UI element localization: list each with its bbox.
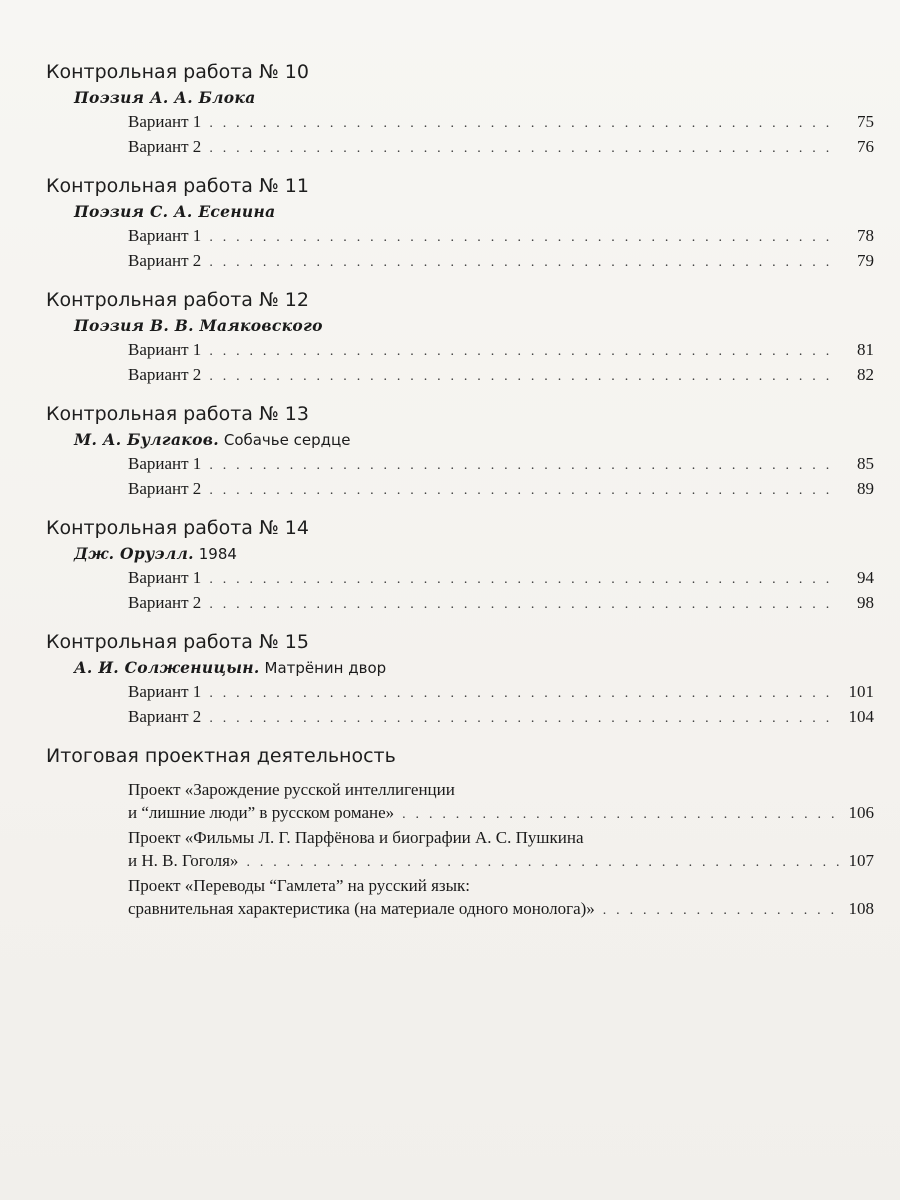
entry-label: Вариант 1 [128, 112, 202, 131]
toc-entry[interactable] [46, 705, 876, 730]
project-title-line2: и Н. В. Гоголя» [128, 851, 239, 870]
section-title: Итоговая проектная деятельность [46, 745, 396, 767]
page-number: 82 [857, 365, 874, 384]
dot-leader [209, 365, 840, 388]
project-entry[interactable] [46, 874, 876, 922]
page-number: 106 [848, 803, 874, 822]
page-number: 81 [857, 340, 874, 359]
toc-entry[interactable] [46, 135, 876, 160]
toc-entry[interactable] [46, 363, 876, 388]
author-name: М. А. Булгаков. [74, 430, 219, 449]
section-subtitle [46, 656, 876, 680]
project-title-line2-row [128, 801, 876, 826]
section-title: Контрольная работа № 13 [46, 403, 309, 425]
entry-label: Вариант 1 [128, 340, 202, 359]
section-subtitle [46, 200, 876, 224]
author-name: Поэзия С. А. Есенина [74, 202, 276, 221]
toc-entry[interactable] [46, 591, 876, 616]
work-title: Матрёнин двор [264, 659, 387, 677]
page-number: 98 [857, 593, 874, 612]
page-number: 75 [857, 112, 874, 131]
entry-label: Вариант 2 [128, 365, 202, 384]
toc-entry[interactable] [46, 566, 876, 591]
project-entry[interactable] [46, 826, 876, 874]
toc-section [46, 286, 876, 388]
table-of-contents [46, 58, 876, 934]
entry-label: Вариант 2 [128, 479, 202, 498]
dot-leader [209, 112, 840, 135]
entry-label: Вариант 2 [128, 251, 202, 270]
dot-leader [209, 251, 840, 274]
dot-leader [209, 593, 840, 616]
dot-leader [603, 899, 840, 922]
author-name: А. И. Солженицын. [74, 658, 260, 677]
project-title-line2-row [128, 897, 876, 922]
author-name: Поэзия В. В. Маяковского [74, 316, 323, 335]
toc-section [46, 58, 876, 160]
work-title: 1984 [198, 545, 237, 563]
dot-leader [209, 137, 840, 160]
toc-entry[interactable] [46, 110, 876, 135]
project-title-line1: Проект «Переводы “Гамлета” на русский язык: [128, 876, 471, 895]
entry-label: Вариант 1 [128, 568, 202, 587]
toc-section [46, 628, 876, 730]
project-title-line1: Проект «Фильмы Л. Г. Парфёнова и биографии А. С. Пушкина [128, 828, 584, 847]
toc-entry[interactable] [46, 338, 876, 363]
entry-label: Вариант 1 [128, 682, 202, 701]
final-section [46, 742, 876, 922]
section-title: Контрольная работа № 15 [46, 631, 309, 653]
page-number: 101 [848, 682, 874, 701]
section-subtitle [46, 428, 876, 452]
entry-label: Вариант 2 [128, 137, 202, 156]
section-title: Контрольная работа № 11 [46, 175, 309, 197]
page-number: 85 [857, 454, 874, 473]
section-subtitle [46, 314, 876, 338]
section-title: Контрольная работа № 14 [46, 517, 309, 539]
author-name: Поэзия А. А. Блока [74, 88, 256, 107]
toc-entry[interactable] [46, 477, 876, 502]
dot-leader [209, 707, 840, 730]
dot-leader [209, 340, 840, 363]
dot-leader [246, 851, 840, 874]
dot-leader [209, 454, 840, 477]
toc-sections [46, 58, 876, 730]
toc-entry[interactable] [46, 452, 876, 477]
dot-leader [402, 803, 840, 826]
project-title-line2-row [128, 849, 876, 874]
page-number: 107 [848, 851, 874, 870]
page-number: 94 [857, 568, 874, 587]
toc-section [46, 514, 876, 616]
page-number: 79 [857, 251, 874, 270]
page-number: 108 [848, 899, 874, 918]
entry-label: Вариант 1 [128, 226, 202, 245]
entry-label: Вариант 1 [128, 454, 202, 473]
section-title: Контрольная работа № 10 [46, 61, 309, 83]
toc-entry[interactable] [46, 680, 876, 705]
dot-leader [209, 682, 840, 705]
dot-leader [209, 479, 840, 502]
toc-entry[interactable] [46, 249, 876, 274]
project-title-line2: сравнительная характеристика (на материале одного монолога)» [128, 899, 595, 918]
author-name: Дж. Оруэлл. [74, 544, 194, 563]
entry-label: Вариант 2 [128, 593, 202, 612]
project-list [46, 778, 876, 922]
dot-leader [209, 568, 840, 591]
toc-entry[interactable] [46, 224, 876, 249]
section-subtitle [46, 542, 876, 566]
work-title: Собачье сердце [223, 431, 351, 449]
section-subtitle [46, 86, 876, 110]
toc-section [46, 172, 876, 274]
page-number: 104 [848, 707, 874, 726]
page-number: 78 [857, 226, 874, 245]
section-title: Контрольная работа № 12 [46, 289, 309, 311]
dot-leader [209, 226, 840, 249]
entry-label: Вариант 2 [128, 707, 202, 726]
page-number: 76 [857, 137, 874, 156]
page-number: 89 [857, 479, 874, 498]
project-title-line1: Проект «Зарождение русской интеллигенции [128, 780, 455, 799]
project-title-line2: и “лишние люди” в русском романе» [128, 803, 395, 822]
project-entry[interactable] [46, 778, 876, 826]
toc-section [46, 400, 876, 502]
